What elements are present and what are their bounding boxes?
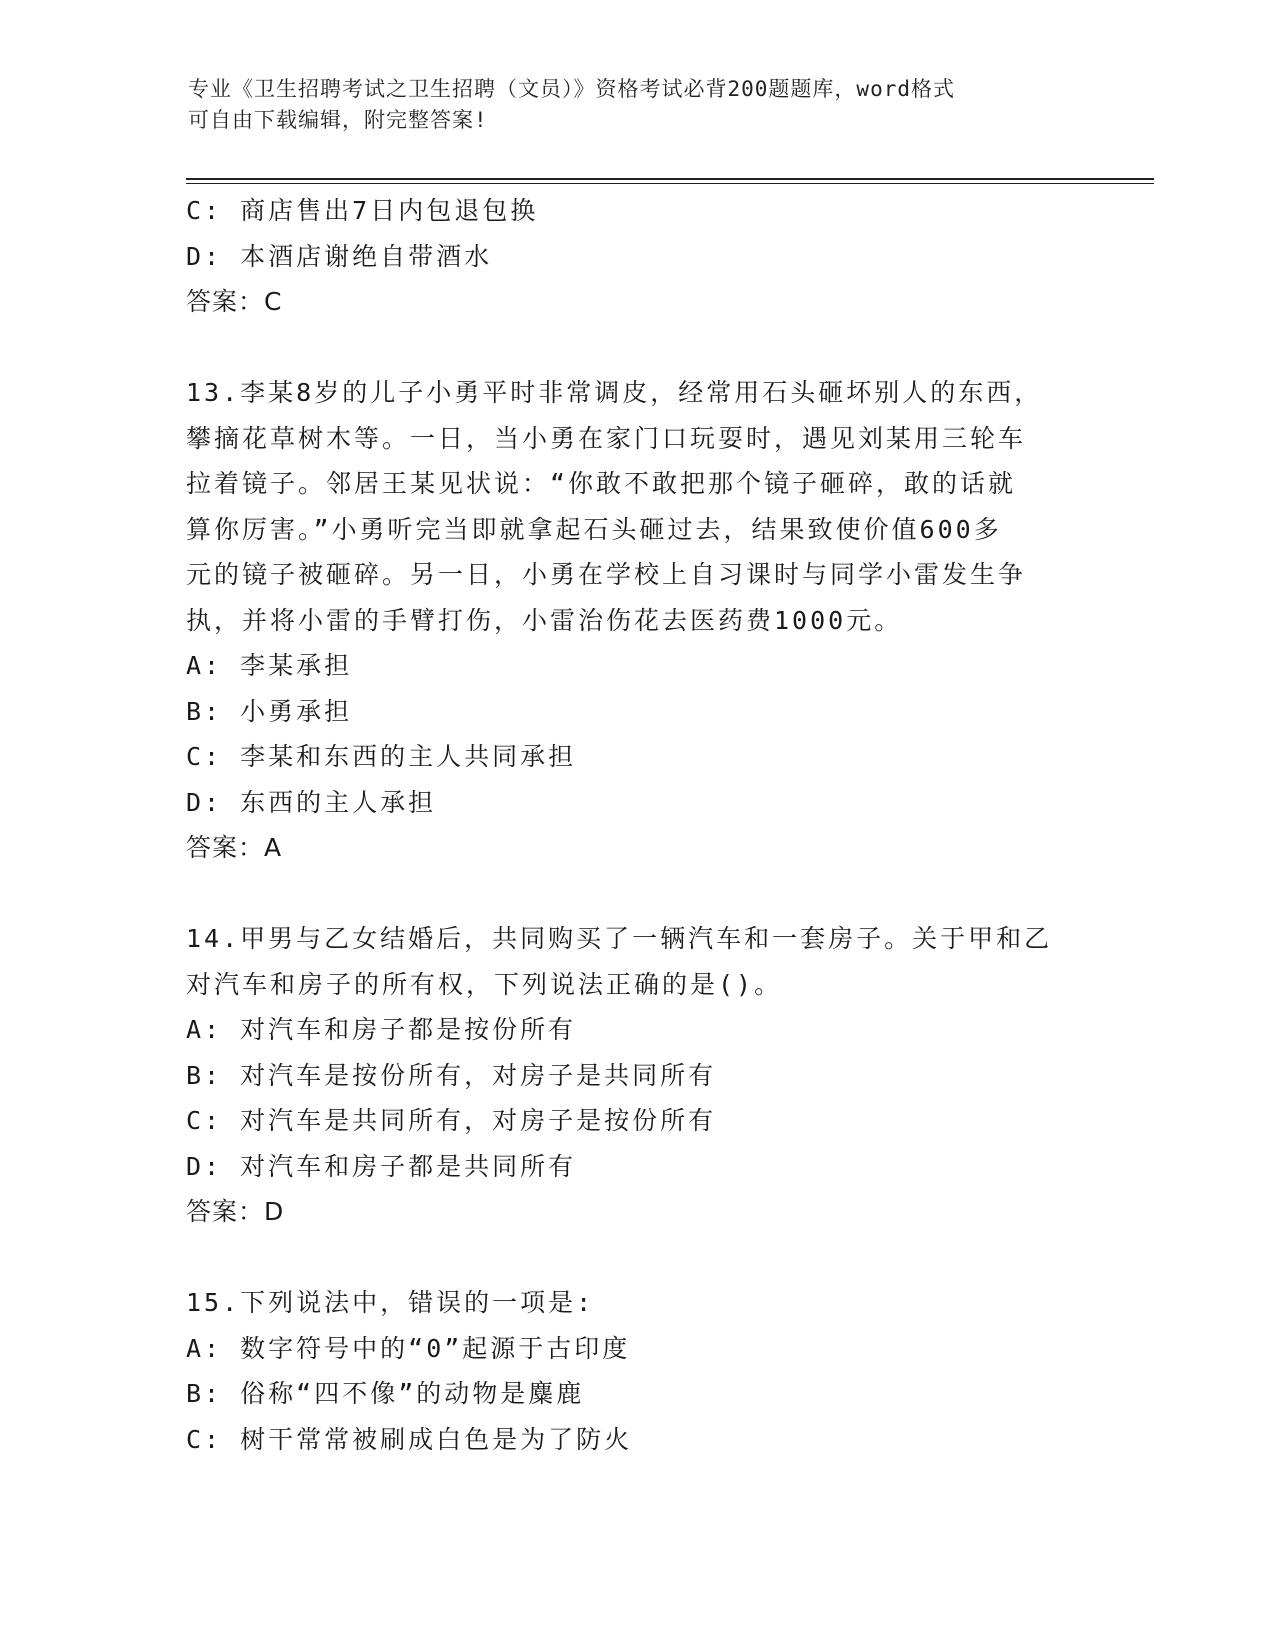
spacer bbox=[186, 871, 1086, 917]
option-d: D: 东西的主人承担 bbox=[186, 787, 437, 817]
page-header bbox=[188, 74, 1068, 136]
answer-label: 答案：A bbox=[186, 833, 283, 862]
header-divider-thick bbox=[186, 178, 1154, 180]
option-d: D: 对汽车和房子都是共同所有 bbox=[186, 1151, 577, 1181]
answer-label: 答案：D bbox=[186, 1197, 285, 1226]
option-b: B: 俗称“四不像”的动物是麋鹿 bbox=[186, 1379, 585, 1408]
option-a: A: 李某承担 bbox=[186, 651, 353, 680]
option-d: D: 本酒店谢绝自带酒水 bbox=[186, 241, 493, 271]
option-b: B: 对汽车是按份所有，对房子是共同所有 bbox=[186, 1060, 717, 1090]
answer-label: 答案：C bbox=[186, 287, 283, 316]
question-text-line: 15.下列说法中，错误的一项是: bbox=[186, 1288, 595, 1317]
prev-question bbox=[186, 188, 1086, 325]
header-line-2: 可自由下载编辑，附完整答案! bbox=[188, 108, 488, 132]
header-divider-thin bbox=[186, 183, 1154, 184]
option-c: C: 对汽车是共同所有，对房子是按份所有 bbox=[186, 1106, 717, 1135]
option-c: C: 商店售出7日内包退包换 bbox=[186, 196, 539, 225]
question-text-line: 元的镜子被砸碎。另一日，小勇在学校上自习课时与同学小雷发生争 bbox=[186, 560, 1027, 589]
spacer bbox=[186, 1235, 1086, 1281]
question-text-line: 算你厉害。”小勇听完当即就拿起石头砸过去，结果致使价值600多 bbox=[186, 514, 1002, 544]
question-text-line: 攀摘花草树木等。一日，当小勇在家门口玩耍时，遇见刘某用三轮车 bbox=[186, 423, 1027, 453]
question-text-line: 执，并将小雷的手臂打伤，小雷治伤花去医药费1000元。 bbox=[186, 605, 903, 635]
question-content bbox=[186, 188, 1086, 1462]
question-text-line: 对汽车和房子的所有权，下列说法正确的是()。 bbox=[186, 969, 783, 999]
question-text-line: 14.甲男与乙女结婚后，共同购买了一辆汽车和一套房子。关于甲和乙 bbox=[186, 924, 1053, 953]
question-13 bbox=[186, 370, 1086, 871]
question-text-line: 拉着镜子。邻居王某见状说：“你敢不敢把那个镜子砸碎，敢的话就 bbox=[186, 469, 1017, 498]
header-line-1: 专业《卫生招聘考试之卫生招聘（文员）》资格考试必背200题题库，word格式 bbox=[188, 77, 955, 101]
option-a: A: 对汽车和房子都是按份所有 bbox=[186, 1015, 577, 1044]
question-15 bbox=[186, 1280, 1086, 1462]
option-c: C: 李某和东西的主人共同承担 bbox=[186, 742, 577, 771]
spacer bbox=[186, 325, 1086, 371]
option-a: A: 数字符号中的“0”起源于古印度 bbox=[186, 1333, 631, 1363]
option-c: C: 树干常常被刷成白色是为了防火 bbox=[186, 1424, 633, 1454]
question-text-line: 13.李某8岁的儿子小勇平时非常调皮，经常用石头砸坏别人的东西， bbox=[186, 378, 1043, 407]
question-14 bbox=[186, 916, 1086, 1235]
option-b: B: 小勇承担 bbox=[186, 696, 353, 726]
